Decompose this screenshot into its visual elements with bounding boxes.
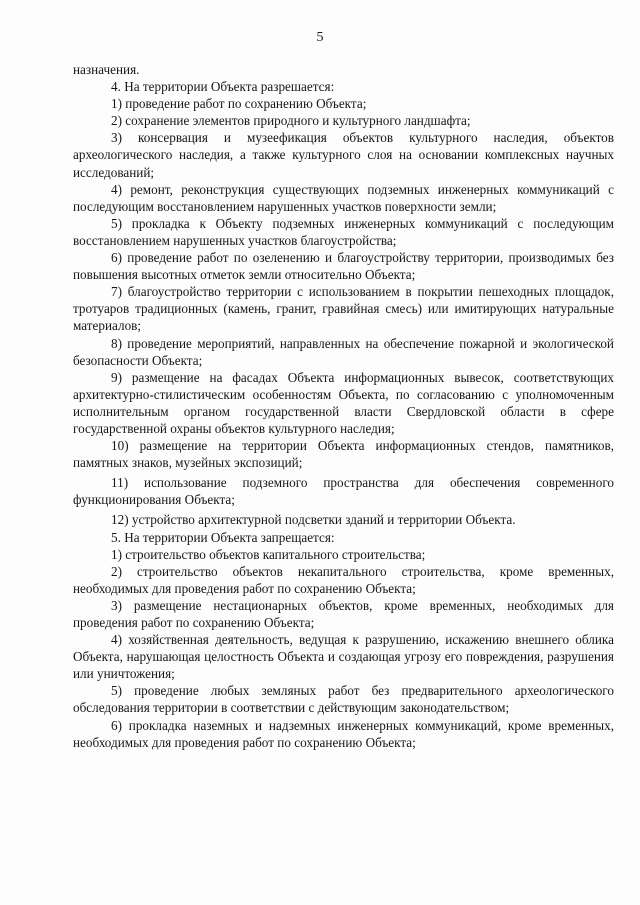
- list-item: 6) прокладка наземных и надземных инженерных коммуникаций, кроме временных, необходимых для проведения работ по сохранению Объекта;: [73, 717, 614, 750]
- list-item: 2) строительство объектов некапитального строительства, кроме временных, необходимых для проведения работ по сохранению Объекта;: [73, 563, 614, 596]
- list-item: 2) сохранение элементов природного и культурного ландшафта;: [111, 113, 471, 129]
- document-body: [73, 61, 614, 751]
- list-item: 8) проведение мероприятий, направленных на обеспечение пожарной и экологической безопасности Объекта;: [73, 335, 614, 368]
- list-item: 4) хозяйственная деятельность, ведущая к разрушению, искажению внешнего облика Объекта, нарушающая целостность Объекта и создающая угрозу его повреждения, разрушения или уничтожения;: [73, 632, 614, 682]
- list-item: 3) консервация и музеефикация объектов культурного наследия, объектов археологического наследия, а также культурного слоя на основании комплексных научных исследований;: [73, 130, 614, 180]
- section-heading: 4. На территории Объекта разрешается:: [111, 79, 335, 95]
- list-item: 1) строительство объектов капитального строительства;: [111, 546, 426, 562]
- list-item: 10) размещение на территории Объекта информационных стендов, памятников, памятных знаков, музейных экспозиций;: [73, 438, 614, 471]
- list-item: 7) благоустройство территории с использованием в покрытии пешеходных площадок, тротуаров традиционных (камень, гранит, гравийная смесь) или имитирующих натуральные материалов;: [73, 284, 614, 334]
- list-item: 1) проведение работ по сохранению Объекта;: [111, 96, 367, 112]
- list-item: 4) ремонт, реконструкция существующих подземных инженерных коммуникаций с последующим восстановлением нарушенных участков поверхности земли;: [73, 181, 614, 214]
- list-item: 6) проведение работ по озеленению и благоустройству территории, производимых без повышения высотных отметок земли относительно Объекта;: [73, 250, 614, 283]
- list-item: 11) использование подземного пространства для обеспечения современного функционирования Объекта;: [73, 475, 614, 508]
- list-item: 5) прокладка к Объекту подземных инженерных коммуникаций с последующим восстановлением нарушенных участков благоустройства;: [73, 215, 614, 248]
- section-heading: 5. На территории Объекта запрещается:: [111, 529, 335, 545]
- list-item: 3) размещение нестационарных объектов, кроме временных, необходимых для проведения работ по сохранению Объекта;: [73, 597, 614, 630]
- list-item: 5) проведение любых земляных работ без предварительного археологического обследования территории в соответствии с действующим законодательством;: [73, 683, 614, 716]
- list-item: 9) размещение на фасадах Объекта информационных вывесок, соответствующих архитектурно-стилистическим особенностям Объекта, по согласованию с уполномоченным исполнительным органом государственной власти Свердловской области в сфере государственной охраны объектов культурного наследия;: [73, 369, 614, 436]
- paragraph: назначения.: [73, 62, 140, 77]
- page-number: 5: [316, 30, 324, 45]
- list-item: 12) устройство архитектурной подсветки зданий и территории Объекта.: [111, 512, 516, 528]
